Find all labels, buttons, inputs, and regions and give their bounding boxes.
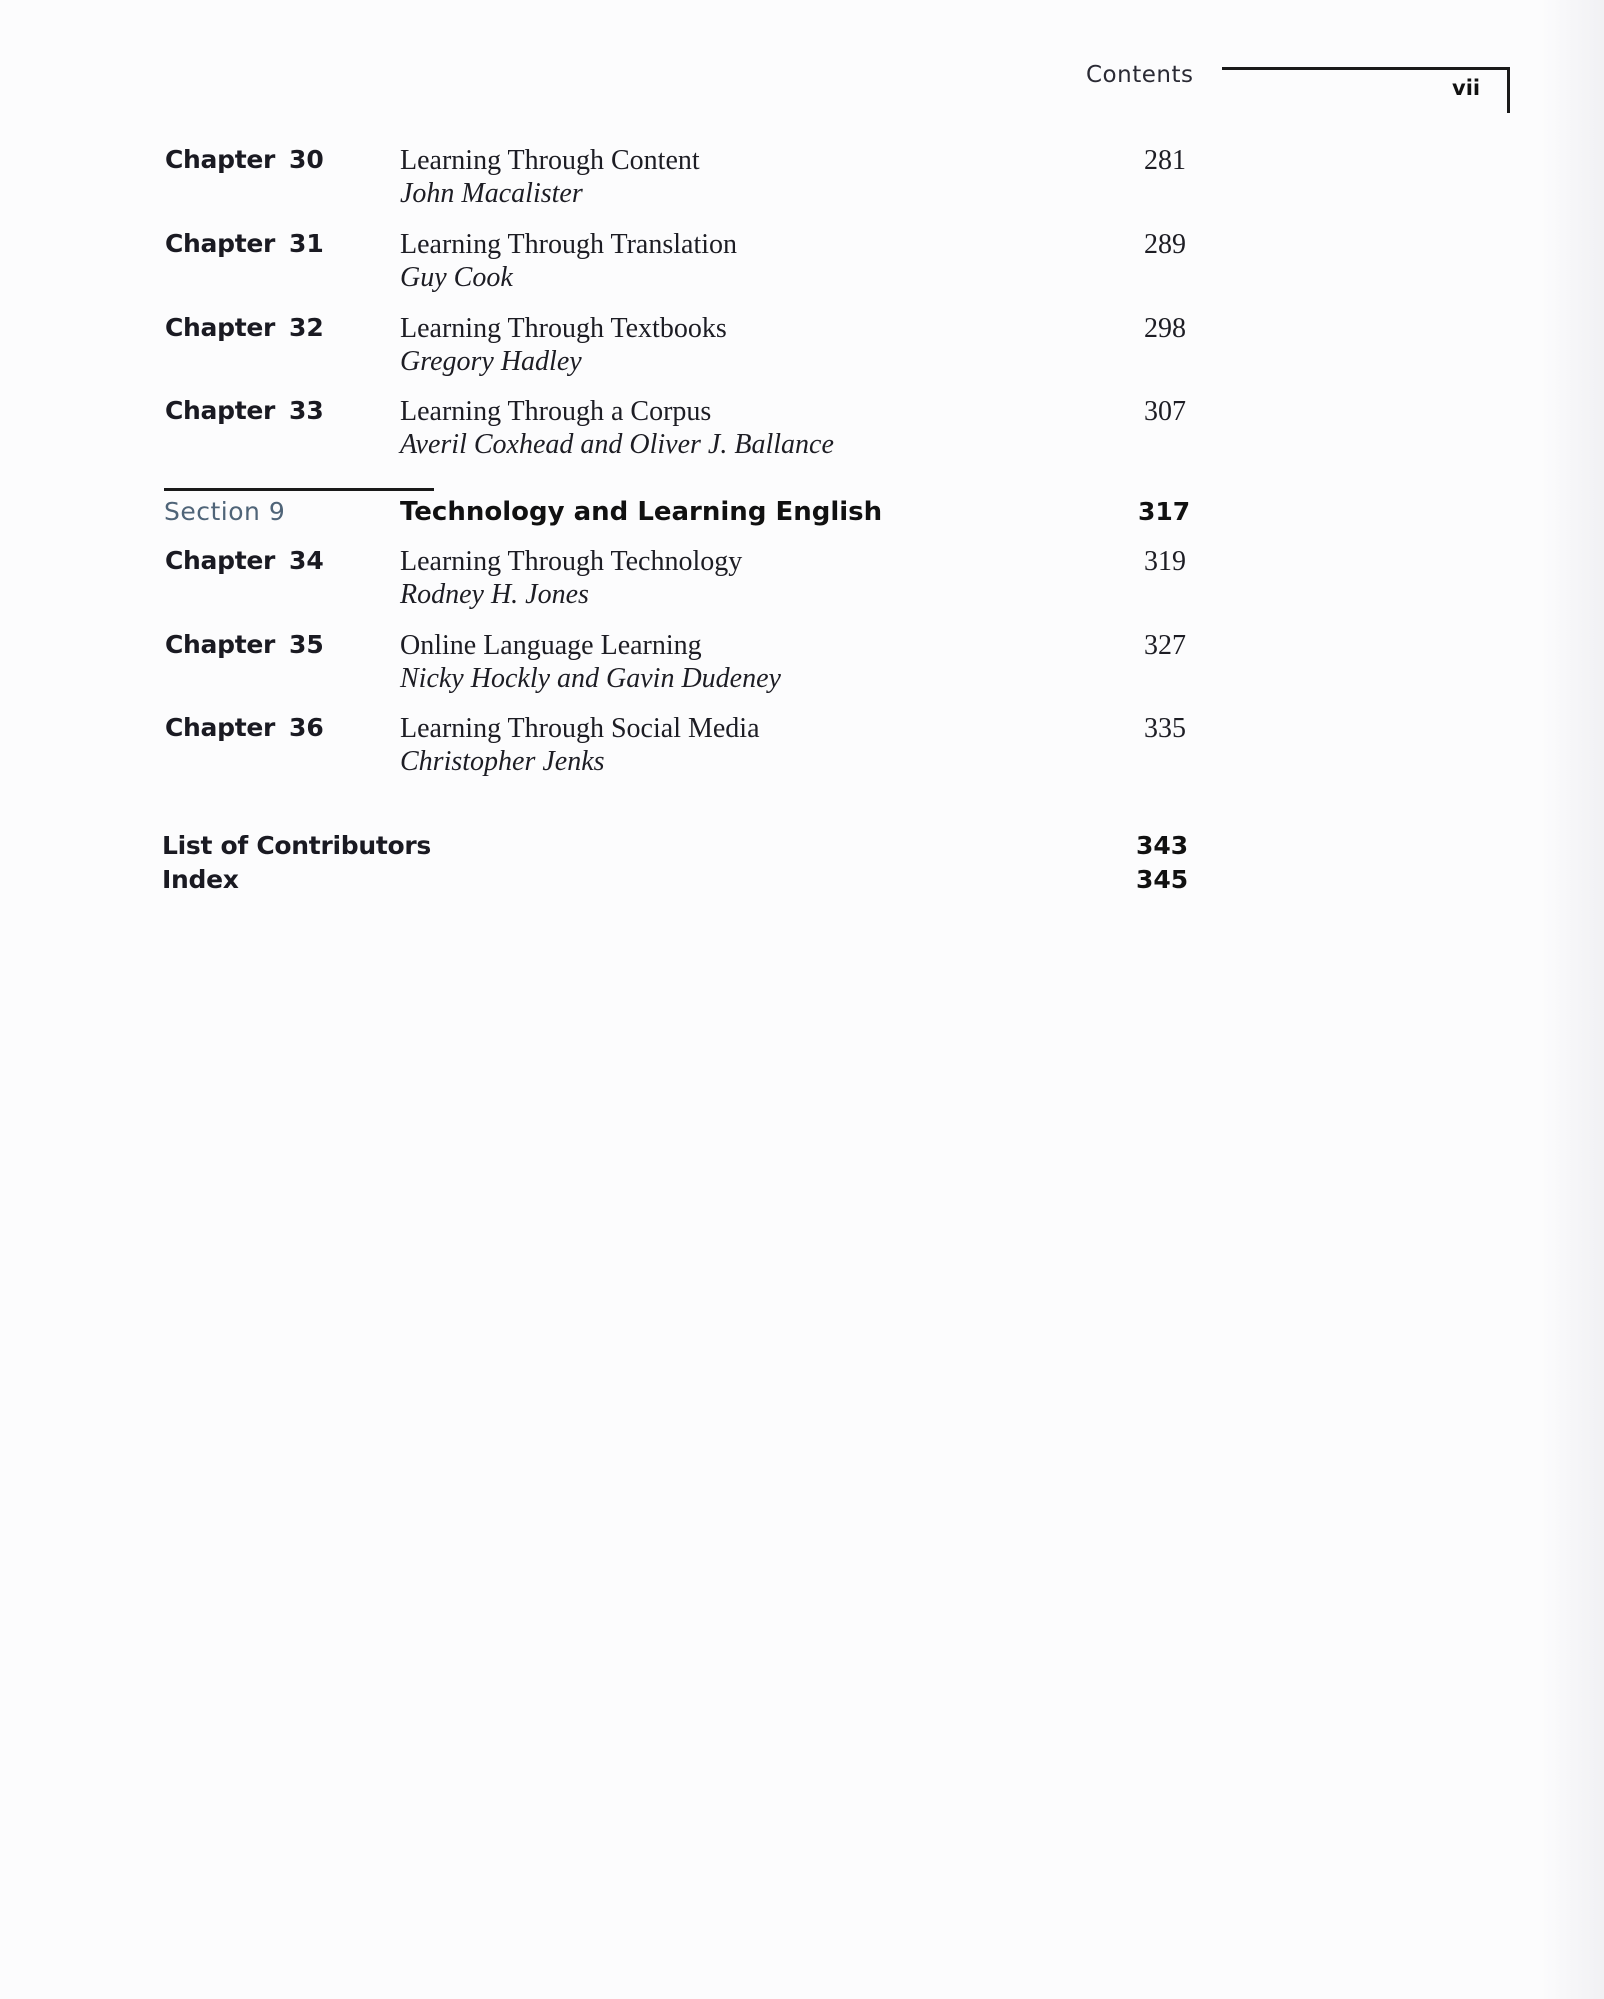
- chapter-label: Chapter: [165, 145, 276, 174]
- chapter-page: 327: [1144, 630, 1186, 661]
- chapter-title: Learning Through a Corpus: [400, 396, 712, 427]
- chapter-page: 289: [1144, 229, 1186, 260]
- chapter-label: Chapter: [165, 546, 276, 575]
- chapter-number: 31: [289, 229, 324, 258]
- back-matter-page: 343: [1136, 831, 1189, 860]
- chapter-title: Online Language Learning: [400, 630, 702, 661]
- chapter-title: Learning Through Social Media: [400, 713, 760, 744]
- section-title: Technology and Learning English: [400, 497, 883, 527]
- chapter-label: Chapter: [165, 713, 276, 742]
- toc-entry-contributors[interactable]: [0, 831, 1604, 865]
- chapter-author: John Macalister: [400, 178, 583, 209]
- page-edge-shadow: [1540, 0, 1604, 1999]
- toc-entry-chapter-32[interactable]: [0, 313, 1604, 383]
- back-matter-label: List of Contributors: [162, 831, 431, 860]
- section-rule: [164, 488, 434, 491]
- chapter-label: Chapter: [165, 229, 276, 258]
- header-rule-vertical: [1507, 67, 1510, 113]
- header-rule: [1222, 67, 1510, 70]
- toc-entry-chapter-36[interactable]: [0, 713, 1604, 783]
- chapter-label: Chapter: [165, 630, 276, 659]
- chapter-title: Learning Through Content: [400, 145, 700, 176]
- chapter-title: Learning Through Translation: [400, 229, 738, 260]
- chapter-author: Guy Cook: [400, 262, 513, 293]
- chapter-number: 35: [289, 630, 324, 659]
- toc-entry-section-9[interactable]: [0, 497, 1604, 537]
- chapter-number: 32: [289, 313, 324, 342]
- chapter-page: 319: [1144, 546, 1186, 577]
- page-number: vii: [1452, 76, 1481, 100]
- toc-entry-chapter-35[interactable]: [0, 630, 1604, 700]
- toc-entry-chapter-34[interactable]: [0, 546, 1604, 616]
- chapter-author: Rodney H. Jones: [400, 579, 589, 610]
- running-header: Contents: [1086, 62, 1194, 88]
- toc-entry-chapter-30[interactable]: [0, 145, 1604, 215]
- chapter-label: Chapter: [165, 313, 276, 342]
- chapter-number: 30: [289, 145, 324, 174]
- chapter-page: 281: [1144, 145, 1186, 176]
- chapter-page: 298: [1144, 313, 1186, 344]
- chapter-title: Learning Through Textbooks: [400, 313, 727, 344]
- chapter-author: Gregory Hadley: [400, 346, 582, 377]
- chapter-author: Averil Coxhead and Oliver J. Ballance: [400, 429, 834, 460]
- back-matter-page: 345: [1136, 865, 1189, 894]
- chapter-label: Chapter: [165, 396, 276, 425]
- section-page: 317: [1138, 497, 1191, 526]
- toc-entry-chapter-31[interactable]: [0, 229, 1604, 299]
- chapter-number: 34: [289, 546, 324, 575]
- back-matter-label: Index: [162, 865, 239, 894]
- toc-entry-chapter-33[interactable]: [0, 396, 1604, 466]
- chapter-title: Learning Through Technology: [400, 546, 743, 577]
- chapter-author: Christopher Jenks: [400, 746, 605, 777]
- chapter-page: 335: [1144, 713, 1186, 744]
- toc-entry-index[interactable]: [0, 865, 1604, 899]
- section-label: Section 9: [164, 497, 286, 526]
- chapter-page: 307: [1144, 396, 1186, 427]
- chapter-number: 36: [289, 713, 324, 742]
- chapter-author: Nicky Hockly and Gavin Dudeney: [400, 663, 781, 694]
- chapter-number: 33: [289, 396, 324, 425]
